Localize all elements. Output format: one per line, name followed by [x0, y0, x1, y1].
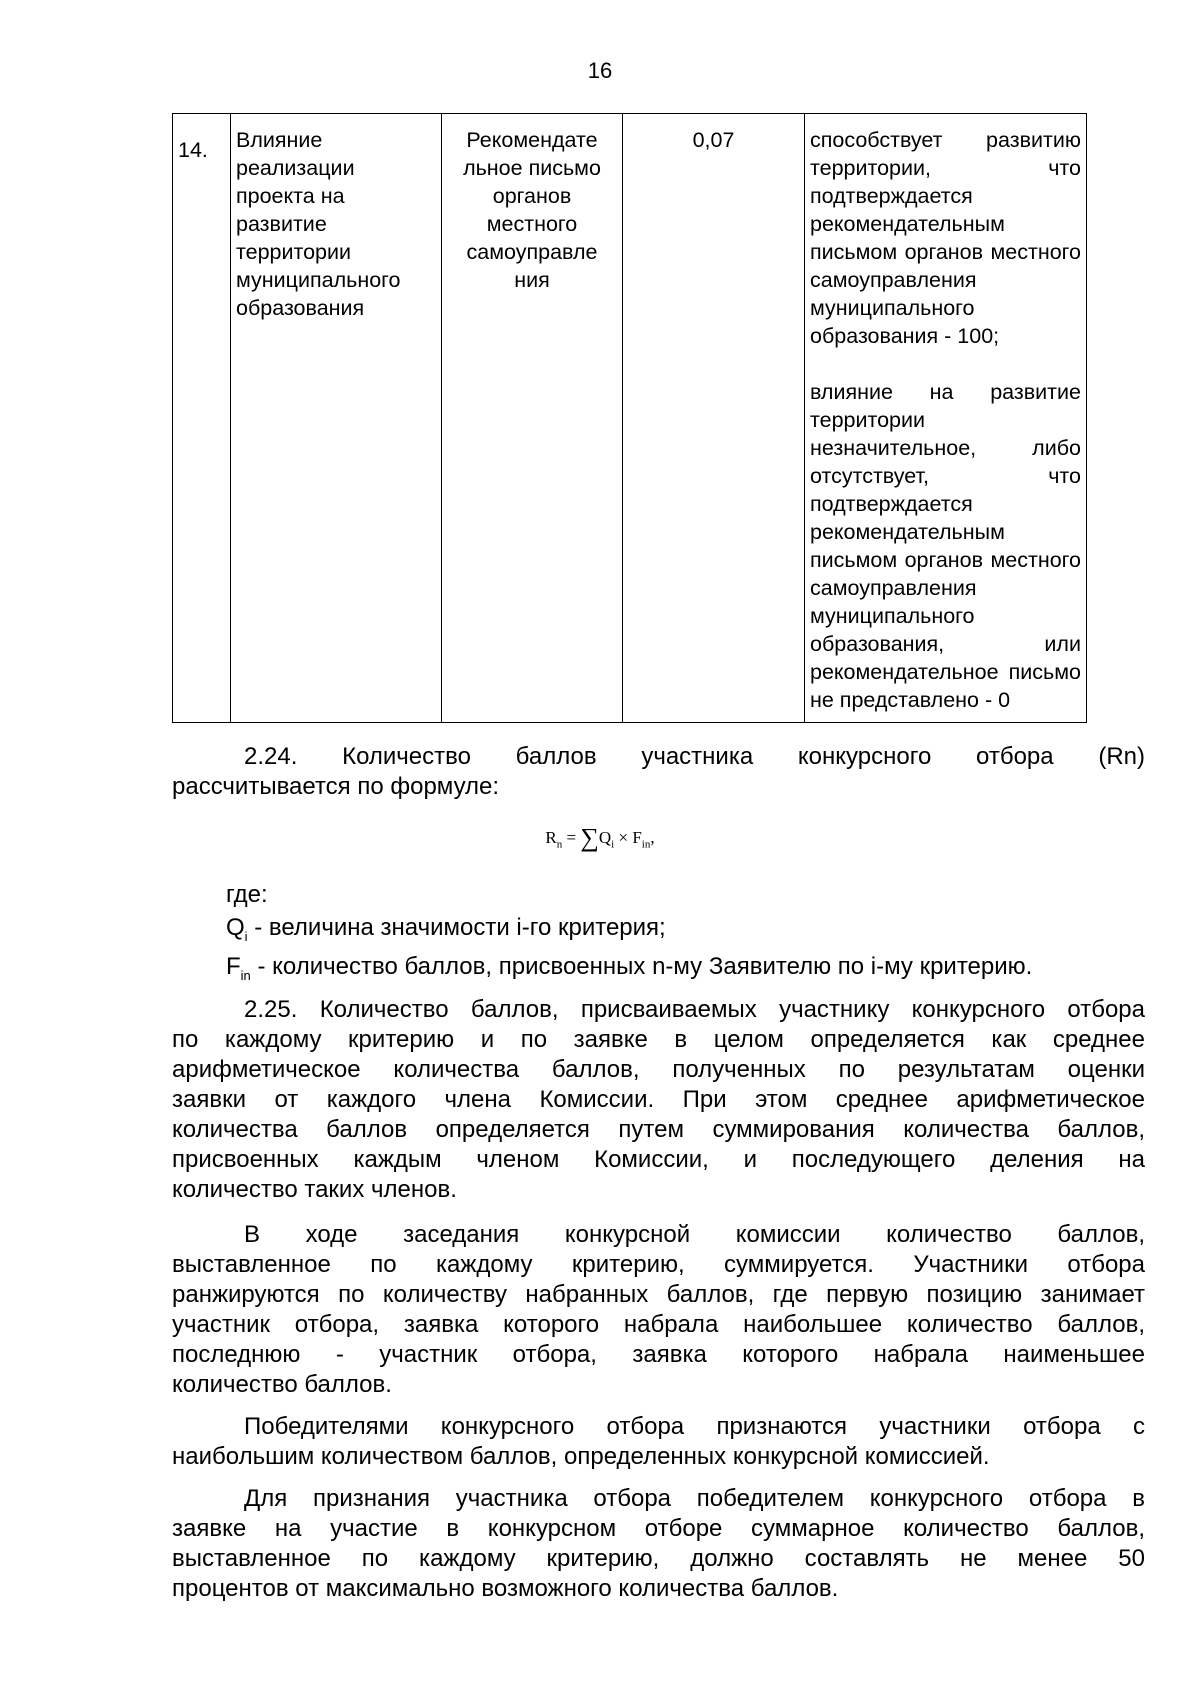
score-formula	[0, 823, 1200, 859]
document-line: органов	[492, 184, 572, 208]
description-line: письмом органов местного	[810, 548, 1081, 572]
description-line: отсутствует, что	[810, 464, 1081, 488]
criteria-table	[172, 113, 1087, 723]
paragraph-line: ранжируются по количеству набранных баллов, где первую позицию занимает	[172, 1281, 1145, 1308]
paragraph-line: рассчитывается по формуле:	[172, 773, 500, 800]
document-cell	[442, 114, 623, 723]
paragraph-line: выставленное по каждому критерию, должно составлять не менее 50	[172, 1545, 1145, 1572]
paragraph-line: количества баллов определяется путем суммирования количества баллов,	[172, 1116, 1145, 1143]
paragraph-line: заявки от каждого члена Комиссии. При этом среднее арифметическое	[172, 1086, 1145, 1113]
criterion-name-line: проекта на	[236, 184, 345, 208]
description-line: образования, или	[810, 632, 1081, 656]
paragraph-line: последнюю - участник отбора, заявка которого набрала наименьшее	[172, 1341, 1145, 1368]
formula-eq: =	[562, 828, 581, 847]
formula-r-sub: n	[556, 838, 563, 851]
description-line: рекомендательным	[810, 212, 1005, 236]
description-line: подтверждается	[810, 184, 973, 208]
description-gap	[810, 350, 1081, 378]
criterion-name-line: образования	[236, 296, 365, 320]
q-sub: i	[244, 928, 248, 944]
paragraph-line: Для признания участника отбора победителем конкурсного отбора в	[244, 1485, 1145, 1512]
q-definition	[226, 913, 666, 952]
paragraph-line: процентов от максимально возможного количества баллов.	[172, 1575, 839, 1602]
description-line: не представлено - 0	[810, 688, 1011, 712]
f-text: - количество баллов, присвоенных n-му Заявителю по i-му критерию.	[250, 953, 1033, 980]
description-line: территории, что	[810, 156, 1081, 180]
formula-q-sub: i	[611, 838, 615, 851]
f-sub: in	[240, 967, 251, 983]
document-line: самоуправле	[466, 240, 598, 264]
formula-q: Q	[598, 828, 612, 847]
description-line: образования - 100;	[810, 324, 1000, 348]
document-line: ния	[514, 268, 550, 292]
row-number: 14.	[178, 138, 208, 162]
description-line: влияние на развитие	[810, 380, 1081, 404]
section-2-24	[172, 742, 1145, 802]
f-symbol: F	[226, 953, 241, 980]
criterion-name-cell	[231, 114, 442, 723]
paragraph-line: выставленное по каждому критерию, суммируется. Участники отбора	[172, 1251, 1145, 1278]
formula-f-sub: in	[641, 838, 651, 851]
formula-tail: ,	[650, 828, 655, 847]
paragraph-threshold	[172, 1484, 1145, 1604]
formula-times: ×	[614, 828, 633, 847]
description-line: рекомендательным	[810, 520, 1005, 544]
description-line: незначительное, либо	[810, 436, 1081, 460]
weight-cell	[623, 114, 805, 723]
paragraph-line: по каждому критерию и по заявке в целом определяется как среднее	[172, 1026, 1145, 1053]
where-label: где:	[226, 881, 268, 908]
description-line: муниципального	[810, 604, 975, 628]
paragraph-meeting	[172, 1220, 1145, 1400]
paragraph-line: наибольшим количеством баллов, определенных конкурсной комиссией.	[172, 1443, 990, 1470]
paragraph-line: присвоенных каждым членом Комиссии, и последующего деления на	[172, 1146, 1145, 1173]
paragraph-line: 2.24. Количество баллов участника конкурсного отбора (Rn)	[244, 743, 1145, 770]
formula-f: F	[632, 828, 642, 847]
criterion-name-line: реализации	[236, 156, 355, 180]
paragraph-line: арифметическое количества баллов, полученных по результатам оценки	[172, 1056, 1145, 1083]
paragraph-line: количество таких членов.	[172, 1176, 457, 1203]
description-line: рекомендательное письмо	[810, 660, 1081, 684]
page-number: 16	[587, 58, 613, 83]
paragraph-line: участник отбора, заявка которого набрала наибольшее количество баллов,	[172, 1311, 1145, 1338]
formula-r: R	[545, 828, 557, 847]
q-symbol: Q	[226, 914, 245, 941]
description-line: письмом органов местного	[810, 240, 1081, 264]
description-line: территории	[810, 408, 926, 432]
document-line: Рекомендате	[466, 128, 598, 152]
weight-value: 0,07	[692, 128, 735, 152]
paragraph-line: Победителями конкурсного отбора признаются участники отбора с	[244, 1413, 1145, 1440]
criterion-name-line: развитие	[236, 212, 327, 236]
document-line: льное письмо	[463, 156, 601, 180]
row-number-cell	[173, 114, 231, 723]
paragraph-line: 2.25. Количество баллов, присваиваемых участнику конкурсного отбора	[244, 996, 1145, 1023]
paragraph-line: количество баллов.	[172, 1371, 392, 1398]
description-cell	[805, 114, 1087, 723]
paragraph-line: В ходе заседания конкурсной комиссии количество баллов,	[244, 1221, 1145, 1248]
description-line: самоуправления	[810, 576, 977, 600]
criterion-name-line: муниципального	[236, 268, 401, 292]
criterion-name-line: Влияние	[236, 128, 323, 152]
description-line: муниципального	[810, 296, 975, 320]
q-text: - величина значимости i-го критерия;	[247, 914, 666, 941]
paragraph-winners	[172, 1412, 1145, 1472]
f-definition	[226, 952, 1032, 991]
paragraph-line: заявке на участие в конкурсном отборе суммарное количество баллов,	[172, 1515, 1145, 1542]
sum-symbol: ∑	[580, 823, 599, 852]
description-line: подтверждается	[810, 492, 973, 516]
criterion-name-line: территории	[236, 240, 352, 264]
table-row	[173, 114, 1087, 723]
document-line: местного	[486, 212, 578, 236]
description-line: способствует развитию	[810, 128, 1081, 152]
section-2-25	[172, 995, 1145, 1205]
description-line: самоуправления	[810, 268, 977, 292]
